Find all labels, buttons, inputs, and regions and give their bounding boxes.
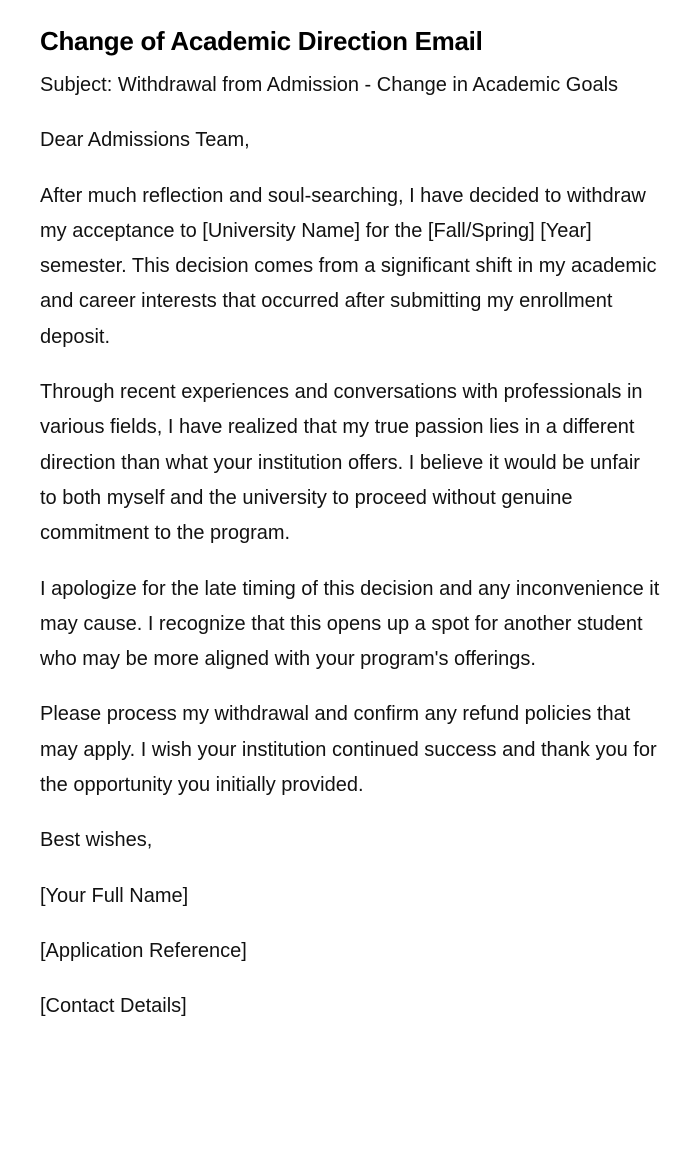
body-paragraph-new-direction: Through recent experiences and conversations with professionals in various fields, I have realized that my true passion lies in a different direction than what your institution offers. I believe it would be unfair to both myself and the university to proceed without genuine commitment to the program. xyxy=(40,381,643,545)
signature-application-reference: [Application Reference] xyxy=(40,939,247,962)
email-subject-line: Subject: Withdrawal from Admission - Change in Academic Goals xyxy=(40,74,619,96)
body-paragraph-apology: I apologize for the late timing of this decision and any inconvenience it may cause. I recognize that this opens up a spot for another student who may be more aligned with your program's offerings. xyxy=(40,577,660,671)
email-greeting: Dear Admissions Team, xyxy=(40,129,250,152)
body-paragraph-request: Please process my withdrawal and confirm any refund policies that may apply. I wish your institution continued success and thank you for the opportunity you initially provided. xyxy=(40,703,657,797)
email-closing: Best wishes, xyxy=(40,829,153,852)
body-paragraph-reflection: After much reflection and soul-searching, I have decided to withdraw my acceptance to [University Name] for the [Fall/Spring] [Year] semester. This decision comes from a significant shift in my academic and career interests that occurred after submitting my enrollment deposit. xyxy=(40,184,657,348)
signature-contact-details: [Contact Details] xyxy=(40,995,187,1018)
signature-full-name: [Your Full Name] xyxy=(40,884,189,907)
document-title: Change of Academic Direction Email xyxy=(40,26,483,56)
